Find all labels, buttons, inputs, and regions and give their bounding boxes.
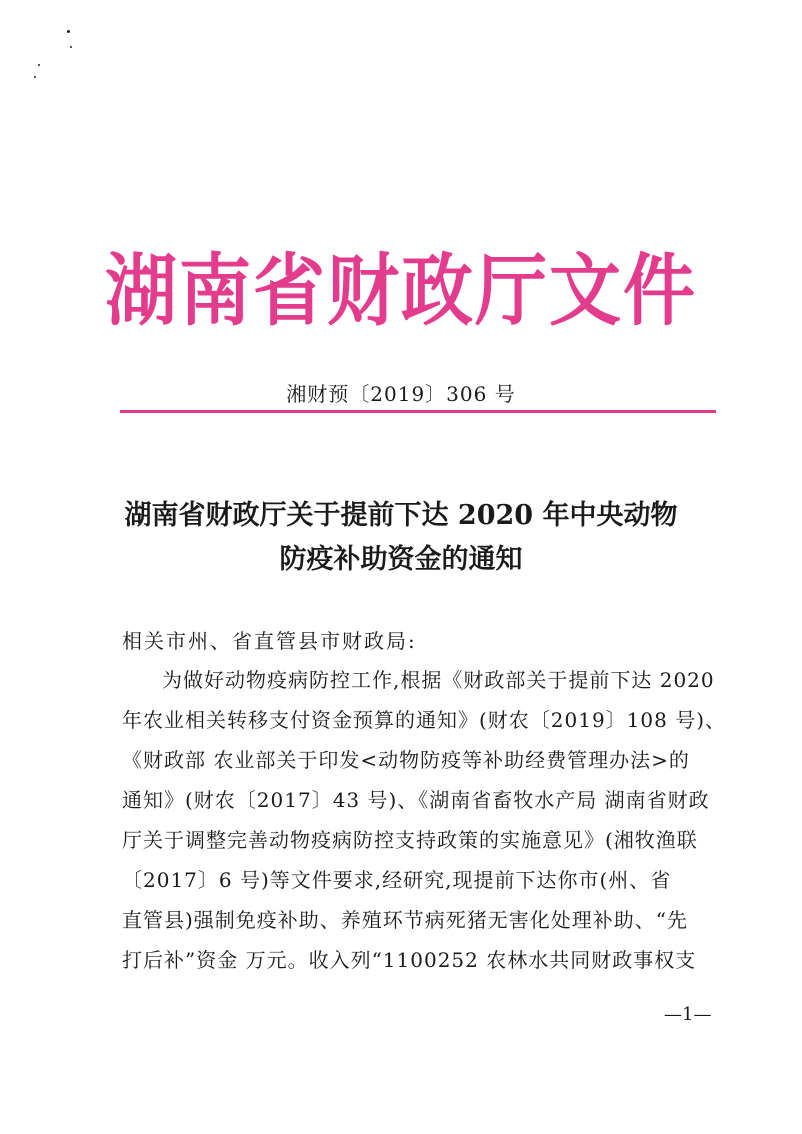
body-text-line: 年农业相关转移支付资金预算的通知》(财农〔2019〕108 号)、 <box>122 708 727 732</box>
issuer-title: 湖南省财政厅文件 <box>104 245 697 336</box>
body-text-line: 《财政部 农业部关于印发<动物防疫等补助经费管理办法>的 <box>122 748 690 772</box>
scan-speck <box>67 30 70 33</box>
notice-title <box>80 494 722 582</box>
notice-title-line: 防疫补助资金的通知 <box>279 544 523 575</box>
body-text-line: 厅关于调整完善动物疫病防控支持政策的实施意见》(湘牧渔联 <box>122 828 698 852</box>
body-text-line: 直管县)强制免疫补助、养殖环节病死猪无害化处理补助、“先 <box>122 908 689 932</box>
body-text-line: 〔2017〕6 号)等文件要求,经研究,现提前下达你市(州、省 <box>122 868 672 892</box>
body-text-line: 打后补”资金 万元。收入列“1100252 农林水共同财政事权支 <box>122 948 697 972</box>
body-text-line: 为做好动物疫病防控工作,根据《财政部关于提前下达 2020 <box>162 668 715 692</box>
body-text-line: 通知》(财农〔2017〕43 号)、《湖南省畜牧水产局 湖南省财政 <box>122 788 710 812</box>
page-number: —1— <box>664 1004 712 1025</box>
red-divider-line <box>120 410 716 413</box>
document-number: 湘财预〔2019〕306 号 <box>286 382 516 406</box>
scan-speck <box>38 64 40 66</box>
scan-speck <box>34 76 36 78</box>
salutation: 相关市州、省直管县市财政局: <box>122 629 417 653</box>
scan-speck <box>70 46 72 48</box>
notice-title-line: 湖南省财政厅关于提前下达 2020 年中央动物 <box>124 500 678 531</box>
